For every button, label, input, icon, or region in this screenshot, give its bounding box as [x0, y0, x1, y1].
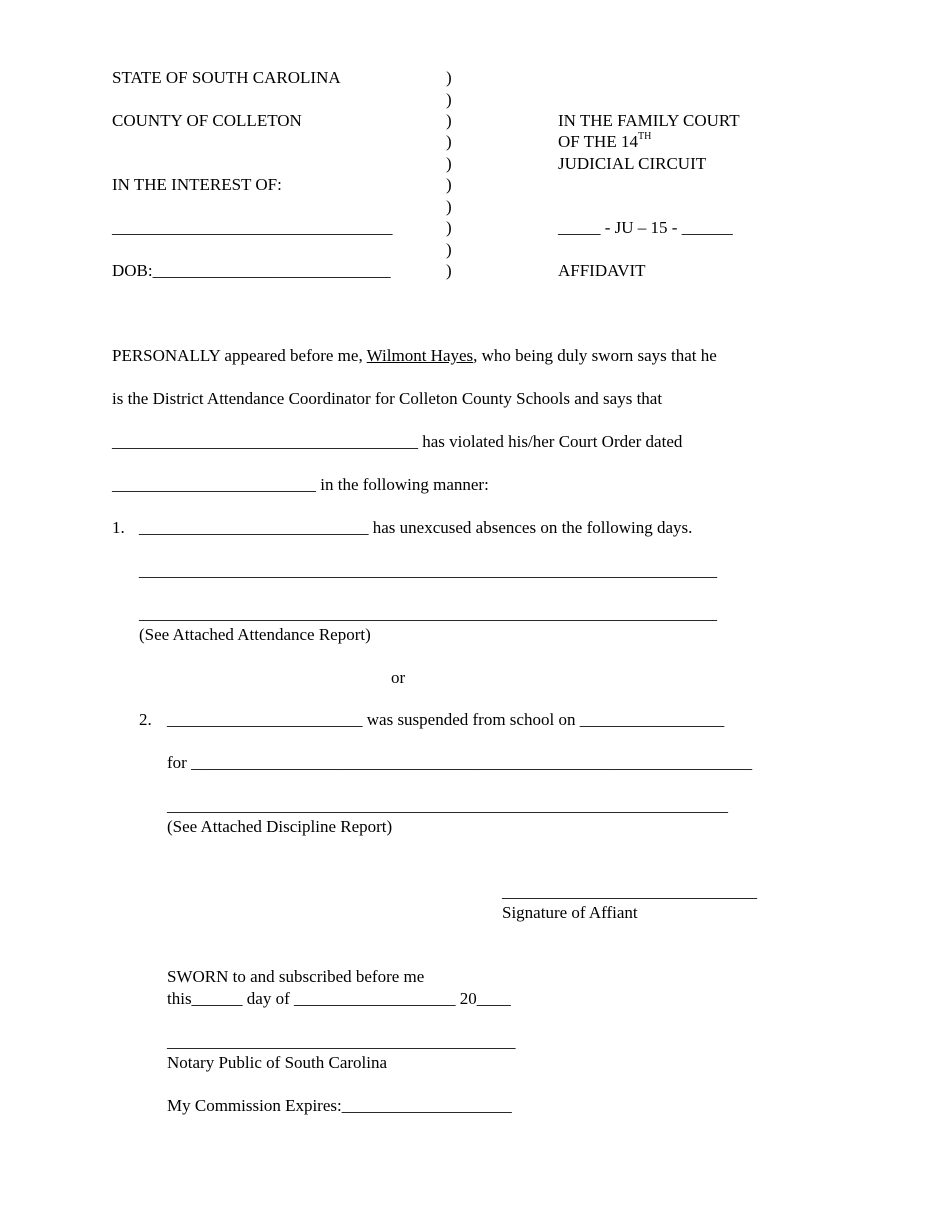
paren-mark: ) [446, 197, 452, 216]
paren-mark: ) [446, 90, 452, 109]
sworn-date-line: this______ day of ___________________ 20____ [167, 989, 511, 1008]
ordinal-suffix: TH [637, 131, 652, 142]
item-1-number: 1. [112, 518, 125, 537]
court-line-2: OF THE 14TH [558, 131, 652, 151]
commission-expires: My Commission Expires:____________________ [167, 1096, 512, 1115]
notary-label: Notary Public of South Carolina [167, 1053, 388, 1072]
court-line-3: JUDICIAL CIRCUIT [558, 154, 707, 173]
state-label: STATE OF SOUTH CAROLINA [112, 68, 341, 87]
suspension-reason-line: __________________________________________________________________ [167, 796, 728, 815]
body-line-4: ________________________ in the following manner: [112, 475, 489, 494]
dob-field: DOB:____________________________ [112, 261, 391, 280]
sworn-statement: SWORN to and subscribed before me [167, 967, 425, 986]
item-2-text: _______________________ was suspended from school on _________________ [167, 710, 725, 729]
paren-mark: ) [446, 218, 452, 237]
affiant-name: Wilmont Hayes [366, 346, 474, 365]
signature-label: Signature of Affiant [502, 903, 638, 922]
absence-days-line: ____________________________________________________________________ [139, 604, 717, 623]
court-line-1: IN THE FAMILY COURT [558, 111, 740, 130]
paren-mark: ) [446, 240, 452, 259]
case-number: _____ - JU – 15 - ______ [558, 218, 733, 237]
item-1-text: ___________________________ has unexcused absences on the following days. [139, 518, 693, 537]
body-line-1: PERSONALLY appeared before me, Wilmont Hayes, who being duly sworn says that he [112, 346, 717, 365]
body-line-3: ____________________________________ has violated his/her Court Order dated [112, 432, 683, 451]
item-2-number: 2. [139, 710, 152, 729]
attendance-note: (See Attached Attendance Report) [139, 625, 371, 644]
suspension-reason-line: for __________________________________________________________________ [167, 753, 753, 772]
absence-days-line: ____________________________________________________________________ [139, 561, 717, 580]
body-line-2: is the District Attendance Coordinator for Colleton County Schools and says that [112, 389, 663, 408]
paren-mark: ) [446, 261, 452, 280]
or-separator: or [391, 668, 406, 687]
child-name-blank: _________________________________ [112, 218, 393, 237]
paren-mark: ) [446, 154, 452, 173]
discipline-note: (See Attached Discipline Report) [167, 817, 393, 836]
paren-mark: ) [446, 68, 452, 87]
document-title: AFFIDAVIT [558, 261, 646, 280]
county-label: COUNTY OF COLLETON [112, 111, 302, 130]
paren-mark: ) [446, 111, 452, 130]
notary-signature-line: _________________________________________ [167, 1032, 516, 1051]
paren-mark: ) [446, 175, 452, 194]
interest-label: IN THE INTEREST OF: [112, 175, 282, 194]
paren-mark: ) [446, 132, 452, 151]
signature-line: ______________________________ [502, 882, 757, 901]
